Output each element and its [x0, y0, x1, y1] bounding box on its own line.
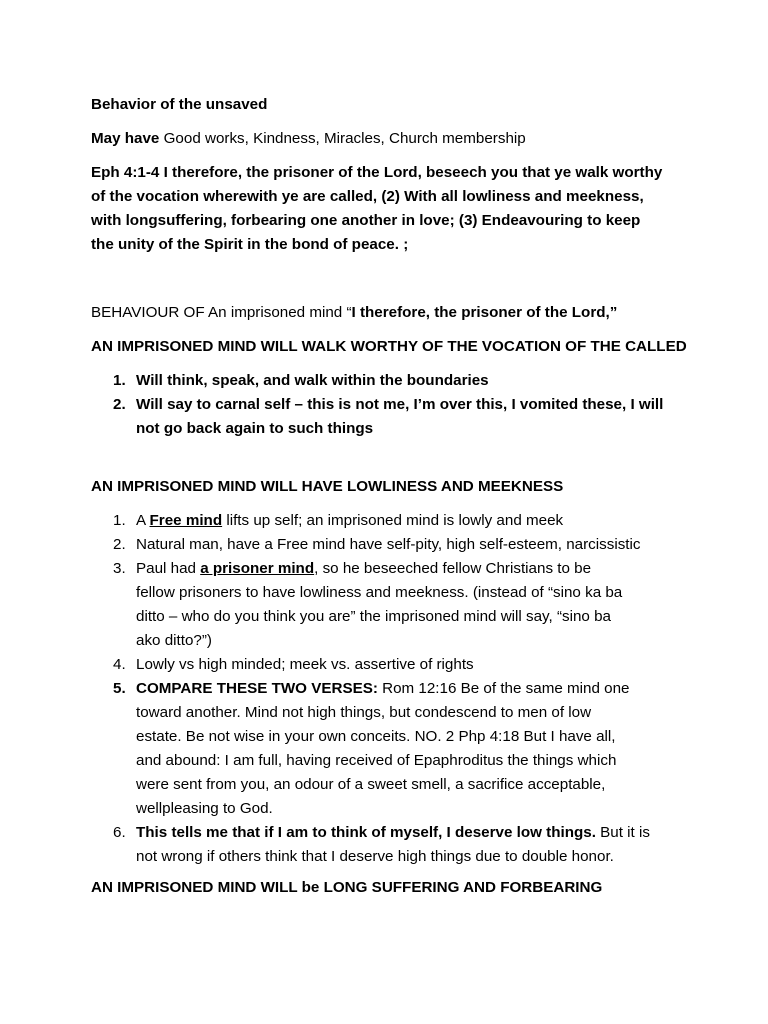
list-item: [91, 677, 711, 821]
list-item: [91, 533, 711, 557]
compare-verses-label: COMPARE THESE TWO VERSES:: [136, 680, 378, 697]
list-item-line: were sent from you, an odour of a sweet smell, a sacrifice acceptable,: [136, 776, 606, 793]
list-item-line: Will say to carnal self – this is not me, I’m over this, I vomited these, I will: [136, 396, 664, 413]
list-item-line: [136, 677, 711, 701]
list-item-line: Will think, speak, and walk within the boundaries: [136, 372, 489, 389]
list-item-line: estate. Be not wise in your own conceits. NO. 2 Php 4:18 But I have all,: [136, 728, 616, 745]
list-item-line: wellpleasing to God.: [136, 800, 273, 817]
behaviour-line: [91, 301, 691, 325]
list-item-text: Paul had: [136, 560, 201, 577]
list-item-line: [136, 557, 711, 581]
eph-line: the unity of the Spirit in the bond of peace. ;: [91, 236, 409, 253]
list-item: [91, 653, 711, 677]
list-item-emphasis: This tells me that if I am to think of myself, I deserve low things.: [136, 824, 596, 841]
eph-line: Eph 4:1-4 I therefore, the prisoner of the Lord, beseech you that ye walk worthy: [91, 164, 663, 181]
list-item: [91, 509, 711, 533]
list-item-line: toward another. Mind not high things, but condescend to men of low: [136, 704, 592, 721]
behaviour-lead: BEHAVIOUR OF An imprisoned mind “: [91, 304, 352, 321]
list-item-text: But it is: [595, 824, 650, 841]
prisoner-mind-link[interactable]: a prisoner mind: [200, 560, 315, 577]
list-item-line: ditto – who do you think you are” the imprisoned mind will say, “sino ba: [136, 608, 611, 625]
list-number: 1.: [113, 512, 126, 529]
list-lowliness: [91, 509, 711, 869]
eph-passage: [91, 161, 691, 257]
heading-long-suffering: AN IMPRISONED MIND WILL be LONG SUFFERING AND FORBEARING: [91, 879, 603, 896]
list-number: 2.: [113, 536, 126, 553]
list-walk-worthy: [91, 369, 711, 441]
list-number: 6.: [113, 824, 126, 841]
list-item: [91, 369, 711, 393]
heading-lowliness: AN IMPRISONED MIND WILL HAVE LOWLINESS AND MEEKNESS: [91, 478, 564, 495]
free-mind-link[interactable]: Free mind: [149, 512, 223, 529]
heading-walk-worthy: AN IMPRISONED MIND WILL WALK WORTHY OF THE VOCATION OF THE CALLED: [91, 338, 687, 355]
may-have-line: [91, 127, 691, 151]
list-item-line: not go back again to such things: [136, 420, 374, 437]
list-item: [91, 557, 711, 653]
list-item: [91, 821, 711, 869]
list-number: 3.: [113, 560, 126, 577]
list-number: 5.: [113, 680, 126, 697]
list-item-line: Natural man, have a Free mind have self-pity, high self-esteem, narcissistic: [136, 536, 641, 553]
list-item-line: not wrong if others think that I deserve high things due to double honor.: [136, 848, 614, 865]
document-title: Behavior of the unsaved: [91, 96, 268, 113]
eph-line: of the vocation wherewith ye are called, (2) With all lowliness and meekness,: [91, 188, 644, 205]
list-item-text: Rom 12:16 Be of the same mind one: [377, 680, 630, 697]
may-have-label: May have: [91, 130, 160, 147]
list-number: 2.: [113, 396, 126, 413]
list-number: 1.: [113, 372, 126, 389]
list-item-line: [136, 821, 711, 845]
list-item-line: ako ditto?”): [136, 632, 212, 649]
list-item: [91, 393, 711, 441]
list-item-line: Lowly vs high minded; meek vs. assertive of rights: [136, 656, 474, 673]
may-have-text: Good works, Kindness, Miracles, Church membership: [159, 130, 526, 147]
list-item-text: A: [136, 512, 150, 529]
eph-line: with longsuffering, forbearing one another in love; (3) Endeavouring to keep: [91, 212, 641, 229]
list-item-text: lifts up self; an imprisoned mind is lowly and meek: [222, 512, 564, 529]
list-item-text: , so he beseeched fellow Christians to be: [314, 560, 592, 577]
list-item-line: [136, 509, 711, 533]
list-item-line: fellow prisoners to have lowliness and meekness. (instead of “sino ka ba: [136, 584, 623, 601]
list-number: 4.: [113, 656, 126, 673]
list-item-line: and abound: I am full, having received of Epaphroditus the things which: [136, 752, 617, 769]
behaviour-quote: I therefore, the prisoner of the Lord,”: [351, 304, 618, 321]
